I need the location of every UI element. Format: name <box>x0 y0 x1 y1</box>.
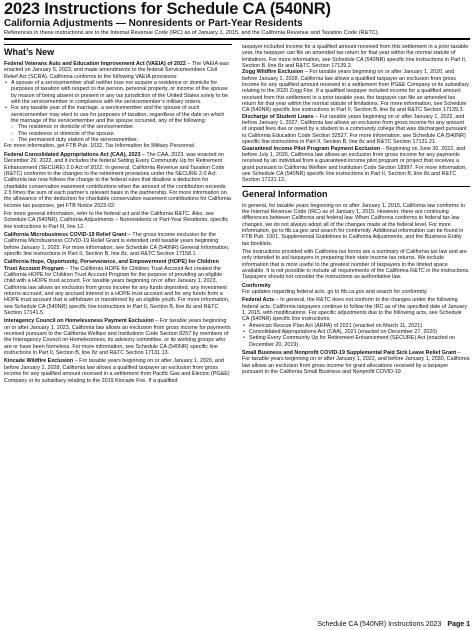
paragraph: In general, for taxable years beginning on or after January 1, 2015, California law conforms to the Internal Revenue Code (IRC) as of January 1, 2015. However, there are continuing differences between California and federal law. When California conforms to federal tax law changes, we do not always adopt all of the changes made at the federal level. For more information, go to ftb.ca.gov and search for conformity. Additional information can be found in FTB Pub. 1001, Supplemental Guidelines to California Adjustments, and the Business Entity tax booklets. <box>242 202 465 247</box>
sub-bullet-item: ○ The residence or domicile of the servicemember. <box>4 124 232 130</box>
whats-new-heading: What’s New <box>4 47 55 57</box>
paragraph: For more general information, refer to the federal act and the California R&TC. Also, see Schedule CA (540NR), California Adjustments – Nonresidents or Part-Year Residents, specific line instructions in Part III, line 12. <box>4 210 229 230</box>
paragraph: California Microbusiness COVID-19 Relief Grant – The gross income exclusion for the California Microbusiness COVID-19 Relief Grant is extended until taxable years beginning before January 1, 2025. For more information, see Schedule CA (540NR) General Information, specific line instructions in Part II, Section B, line 8z, and R&TC Section 17158.1. <box>4 231 230 257</box>
paragraph: For updates regarding federal acts, go to ftb.ca.gov and search for conformity. <box>242 289 428 296</box>
section-rule <box>242 186 470 187</box>
paragraph: The instructions provided with California tax forms are a summary of California tax law and are only intended to aid taxpayers in preparing their state income tax returns. We include information that is most useful to the greatest number of taxpayers in the limited space available. It is not possible to include all requirements of the California R&TC in the instructions. Taxpayers should not consider the instructions as authoritative law. <box>242 248 470 281</box>
paragraph: Discharge of Student Loans – For taxable years beginning on or after January 1, 2022, and before January 1, 2027, California law allows an exclusion from gross income for any amount of unpaid fees due or owed by a student to a community college that was discharged pursuant to California Education Code Section 32527. For more information, see Schedule CA (540NR) specific line instructions in Part II, Section B, line 8z and R&TC Section 17131.21. <box>242 113 467 146</box>
bullet-item: • For any taxable year of the marriage, a servicemember and the spouse of such servicemember may elect to use for purposes of taxation, regardless of the date on which the marriage of the servicemember and the spouse occurred, any of the following: <box>4 105 232 124</box>
reference-note: References in these instructions are to the Internal Revenue Code (IRC) as of January 1, 2015, and the California Revenue and Taxation Code (R&TC). <box>4 30 380 36</box>
page-number: Page 1 <box>447 621 470 628</box>
bullet-item: • American Rescue Plan Act (ARPA) of 2021 (enacted on March 11, 2021) <box>242 323 470 329</box>
sub-bullet-item: ○ The residence or domicile of the spouse. <box>4 131 232 137</box>
bullet-item: • Consolidated Appropriations Act (CAA), 2021 (enacted on December 27, 2020) <box>242 329 470 335</box>
page-subtitle: California Adjustments — Nonresidents or Part-Year Residents <box>4 18 303 29</box>
paragraph: Kincade Wildfire Exclusion – For taxable years beginning on or after January 1, 2020, and before January 1, 2028, California law allows a qualified taxpayer an exclusion from gross income for any qualified amount received in a settlement from Pacific Gas and Electric (PG&E) Company or its subsidiary relating to the 2019 Kincade Fire. If a qualified <box>4 358 230 384</box>
right-column <box>242 44 470 376</box>
paragraph: Small Business and Nonprofit COVID-19 Supplemental Paid Sick Leave Relief Grant – For taxable years beginning on or after January 1, 2022, and before January 1, 2030, California law allows an exclusion from gross income for grant allocations received by a taxpayer pursuant to the California Small Business and Nonprofit COVID-19 <box>242 350 470 376</box>
paragraph: Federal Veterans Auto and Education Improvement Act (VAEIA) of 2022 – The VAEIA was enacted on January 5, 2023, and made amendments to the federal Servicemembers Civil Relief Act (SCRA). California conforms to the following VAEIA provisions: <box>4 61 229 80</box>
paragraph: Zogg Wildfire Exclusion – For taxable years beginning on or after January 1, 2020, and before January 1, 2028, California law allows a qualified taxpayer an exclusion from gross income for any qualified amount received in a settlement from PG&E Company or its subsidiary relating to the 2020 Zogg Fire. If a qualified taxpayer included income for a qualified amount received from this settlement in a prior taxable year, the taxpayer can file an amended tax return for that year within the normal statute of limitations. For more information, see Schedule CA (540NR) specific line instructions in Part II, Section B, line 8z and R&TC Section 17139.3. <box>242 69 470 114</box>
paragraph: Interagency Council on Homelessness Payment Exclusion – For taxable years beginning on or after January 1, 2023, California law allows an exclusion from gross income for payments received pursuant to the California Welfare and Institutions Code Section 8257 by members of the Interagency Council on Homelessness, its advisory committee, or its working groups who are or have been homeless. For more information, see Schedule CA (540NR) specific line instructions in Part II, Section B, line 8z and R&TC Section 17131.13. <box>4 318 231 357</box>
paragraph: Federal Consolidated Appropriations Act (CAA), 2023 – The CAA, 2023, was enacted on December 29, 2022, and it includes the federal Setting Every Community Up for Retirement Enhancement (SECURE) 2.0 Act of 2022. In general, California Revenue and Taxation Code (R&TC) conforms to the changes to the retirement provisions under the SECURE 2.0 Act. California law now follows the change to the federal rules that disallow a deduction for charitable conservation easement contributions when the amount of the contribution exceeds 2.5 times the sum of each partner’s relevant basis in the partnership. For more information on the allowance of the deduction for charitable conservation easement contributions for California income tax purposes, get FTB Notice 2023-02. <box>4 151 231 209</box>
paragraph: Federal Acts – In general, the R&TC does not conform to the changes under the following federal acts. California taxpayers continue to follow the IRC as of the specified date of January 1, 2015, with modifications. For specific adjustments due to the following acts, see Schedule CA (540NR) specific line instructions: <box>242 297 468 323</box>
sub-bullet-item: ○ The permanent duty station of the servicemember. <box>4 137 232 143</box>
left-column <box>4 44 232 384</box>
paragraph: Conformity <box>242 282 271 289</box>
header-rule <box>4 38 470 40</box>
page-footer <box>317 621 470 628</box>
paragraph: California Hope, Opportunity, Perseverance, and Empowerment (HOPE) for Children Trust Account Program – The California HOPE for Children Trust Account Act created the California HOPE for Children Trust Account Program for the purpose of providing an eligible child with a HOPE trust account. For taxable years beginning on or after January 1, 2023, California law allows an exclusion from gross income for any funds deposited, any investment returns accrued, and any accrued interest in a HOPE trust account and for any funds from a HOPE trust account that is withdrawn or transferred by an eligible youth. For more information, see Schedule CA (540NR) specific line instructions in Part II, Section B, line 8z and R&TC Section 17141.5. <box>4 259 230 317</box>
bullet-item: • A spouse of a servicemember shall neither lose nor acquire a residence or domicile for purposes of taxation with respect to the person, personal property, or income of the spouse by reason of being absent or present in any tax jurisdiction of the United States solely to be with the servicemember in compliance with the servicemember’s military orders. <box>4 80 232 105</box>
paragraph: taxpayer included income for a qualified amount received from this settlement in a prior taxable year, the taxpayer can file an amended tax return for that year within the normal statute of limitations. For more information, see Schedule CA (540NR) specific line instructions in Part II, Section B, line 8z and R&TC Section 17139.2. <box>242 44 469 70</box>
paragraph: Guaranteed Income Pilot Program Payment Exclusion – Beginning on June 30, 2022, and before July 1, 2026, California law allows an exclusion from gross income for any payments received by an individual from a guaranteed income pilot program or project that receives a grant pursuant to California Welfare and Institution Code Section 18997. For more information, see Schedule CA (540NR) specific line instructions in Part II, Section B, line 8z and R&TC Section 17131.12. <box>242 145 467 184</box>
paragraph: For more information, get FTB Pub. 1032, Tax Information for Military Personnel. <box>4 143 196 150</box>
bullet-item: • Setting Every Community Up for Retirement Enhancement (SECURE) Act (enacted on December 20, 2019) <box>242 335 470 348</box>
page-title: 2023 Instructions for Schedule CA (540NR) <box>4 0 331 18</box>
section-rule <box>4 44 232 45</box>
footer-text: Schedule CA (540NR) Instructions 2023 <box>317 621 442 628</box>
general-information-heading: General Information <box>242 188 328 199</box>
